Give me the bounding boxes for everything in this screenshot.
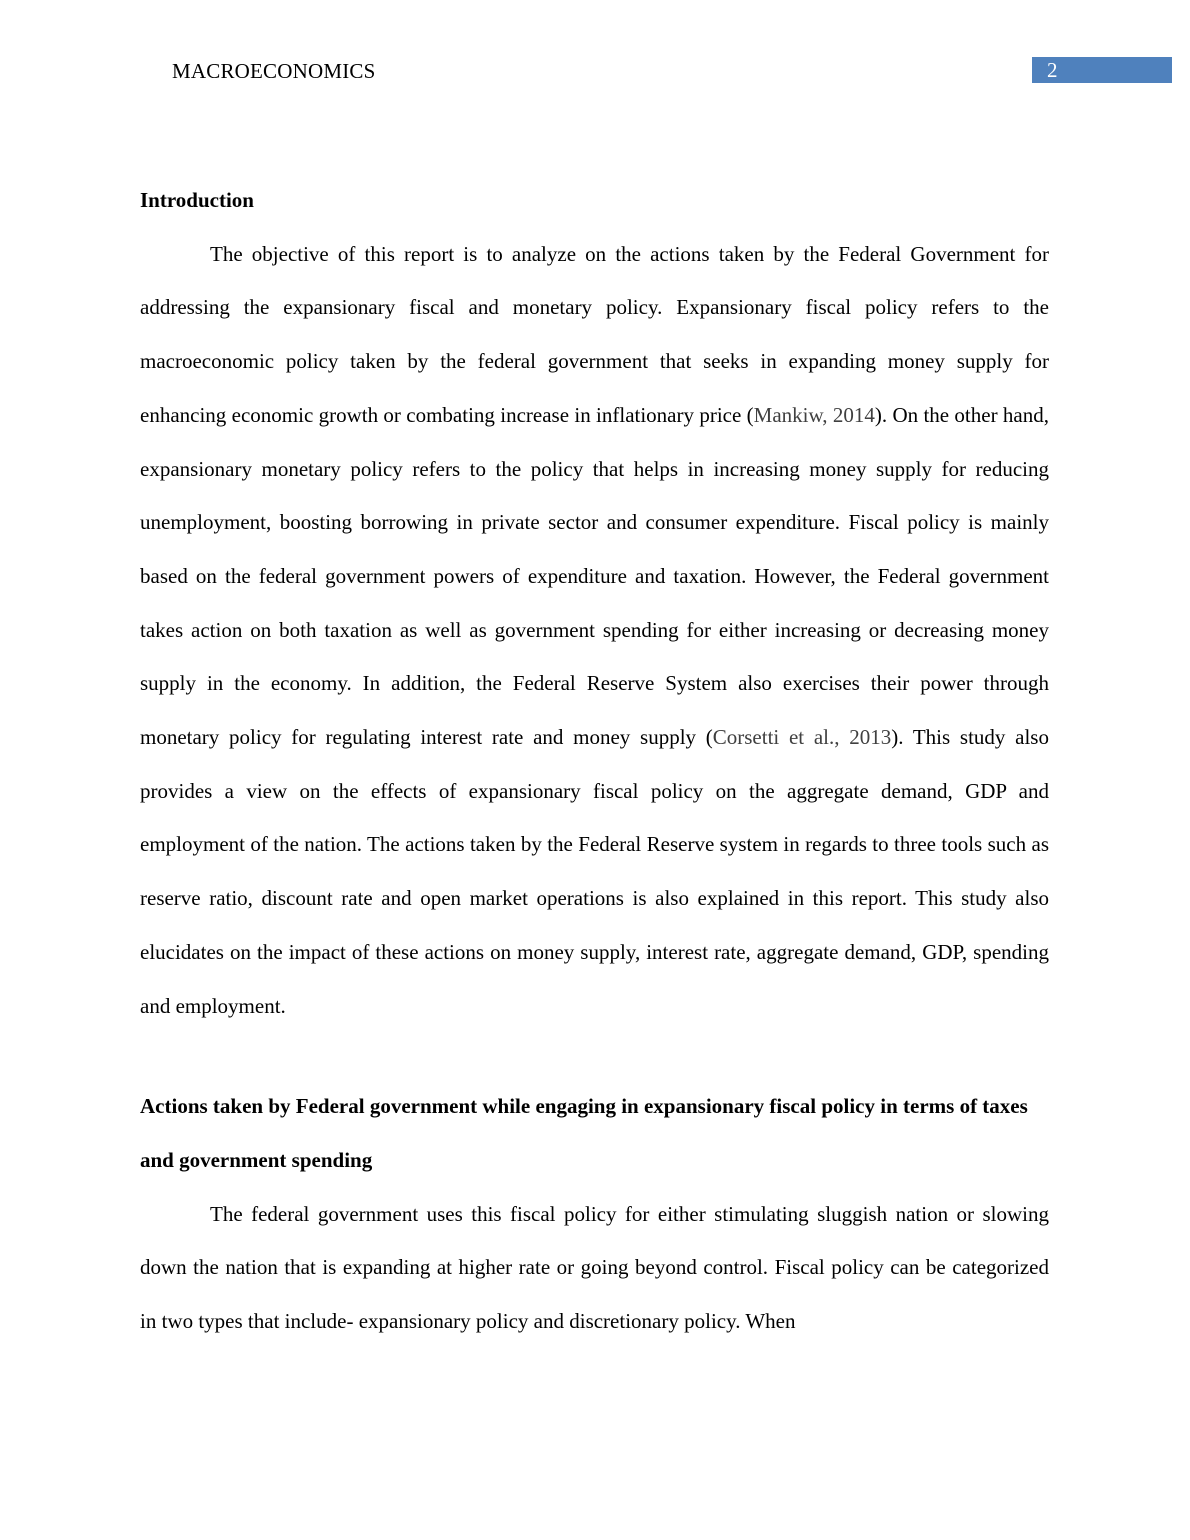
document-body — [140, 174, 1049, 1349]
section-heading-fiscal-actions: Actions taken by Federal government while engaging in expansionary fiscal policy in terms of taxes and government spending — [140, 1094, 1028, 1172]
page-number: 2 — [1047, 58, 1058, 82]
fiscal-actions-paragraph: The federal government uses this fiscal policy for either stimulating sluggish nation or slowing down the nation that is expanding at higher rate or going beyond control. Fiscal policy can be categorized in two types that include- expansionary policy and discretionary policy. When — [140, 1201, 1049, 1334]
running-header-title: MACROECONOMICS — [172, 59, 376, 83]
paragraph-text: The objective of this report is to analyze on the actions taken by the Federal Government for addressing the expansionary fiscal and monetary policy. Expansionary fiscal policy refers to the macroeconomic policy taken by the federal government that seeks in expanding money supply for enhancing economic growth or combating increase in inflationary price ( — [140, 241, 1049, 427]
section-spacer — [140, 1033, 1049, 1080]
introduction-paragraph — [140, 228, 1049, 1034]
citation-mankiw: Mankiw, 2014 — [753, 402, 875, 427]
paragraph-text: ). This study also provides a view on the effects of expansionary fiscal policy on the aggregate demand, GDP and employment of the nation. The actions taken by the Federal Reserve system in regards to three tools such as reserve ratio, discount rate and open market operations is also explained in this report. This study also elucidates on the impact of these actions on money supply, interest rate, aggregate demand, GDP, spending and employment. — [140, 725, 1049, 1018]
page-number-box — [1032, 57, 1172, 83]
citation-corsetti: Corsetti et al., 2013 — [712, 725, 892, 750]
section-heading-introduction: Introduction — [140, 188, 254, 212]
paragraph-text: ). On the other hand, expansionary monetary policy refers to the policy that helps in increasing money supply for reducing unemployment, boosting borrowing in private sector and consumer expenditure. Fiscal policy is mainly based on the federal government powers of expenditure and taxation. However, the Federal government takes action on both taxation as well as government spending for either increasing or decreasing money supply in the economy. In addition, the Federal Reserve System also exercises their power through monetary policy for regulating interest rate and money supply ( — [140, 402, 1049, 750]
